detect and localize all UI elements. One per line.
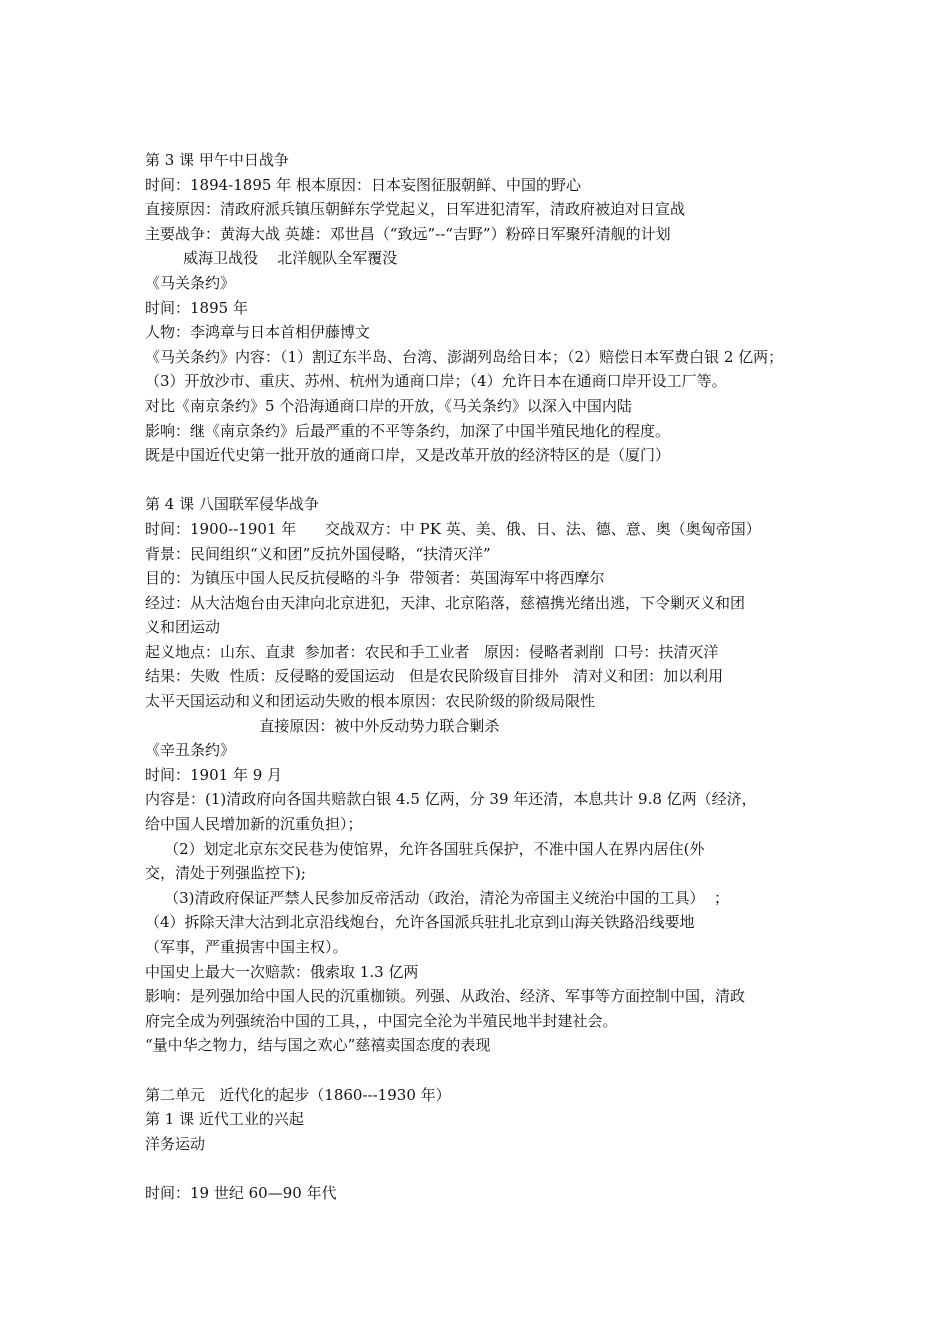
- blank-line: [145, 468, 825, 493]
- text-line: 主要战争：黄海大战 英雄：邓世昌（“致远”--“吉野”）粉碎日军聚歼清舰的计划: [145, 224, 671, 243]
- text-line: 太平天国运动和义和团运动失败的根本原因：农民阶级的阶级局限性: [145, 692, 596, 711]
- text-line: 时间：1900--1901 年 交战双方：中 PK 英、美、俄、日、法、德、意、奥（奥匈帝国）: [145, 519, 761, 538]
- section-heading: 洋务运动: [145, 1134, 206, 1153]
- lesson-3-heading: 第 3 课 甲午中日战争: [145, 151, 289, 169]
- text-line: 直接原因：被中外反动势力联合剿杀: [145, 716, 500, 735]
- text-line: 起义地点：山东、直隶 参加者：农民和手工业者 原因：侵略者剥削 口号：扶清灭洋: [145, 642, 719, 661]
- text-line: 中国史上最大一次赔款：俄索取 1.3 亿两: [145, 962, 419, 981]
- text-line: 影响：继《南京条约》后最严重的不平等条约，加深了中国半殖民地化的程度。: [145, 421, 671, 440]
- text-line: 目的：为镇压中国人民反抗侵略的斗争 带领者：英国海军中将西摩尔: [145, 569, 605, 588]
- document-body: [145, 148, 825, 1206]
- text-line: 给中国人民增加新的沉重负担）；: [145, 815, 363, 834]
- text-line: 时间：19 世纪 60—90 年代: [145, 1183, 337, 1202]
- text-line: 对比《南京条约》5 个沿海通商口岸的开放，《马关条约》以深入中国内陆: [145, 396, 632, 415]
- text-line: 交，清处于列强监控下);: [145, 864, 306, 883]
- text-line: （3)清政府保证严禁人民参加反帝活动（政治，清沦为帝国主义统治中国的工具） ；: [145, 888, 730, 907]
- text-line: （2）划定北京东交民巷为使馆界，允许各国驻兵保护，不准中国人在界内居住(外: [145, 839, 705, 858]
- text-line: （4）拆除天津大沽到北京沿线炮台，允许各国派兵驻扎北京到山海关铁路沿线要地: [145, 913, 695, 932]
- text-line: （军事，严重损害中国主权）。: [145, 938, 348, 956]
- text-line: 义和团运动: [145, 618, 221, 637]
- text-line: （3）开放沙市、重庆、苏州、杭州为通商口岸；（4）允许日本在通商口岸开设工厂等。: [145, 372, 727, 391]
- text-line: 时间：1901 年 9 月: [145, 765, 283, 784]
- text-line: 既是中国近代史第一批开放的通商口岸，又是改革开放的经济特区的是（厦门）: [145, 446, 671, 465]
- lesson-4-heading: 第 4 课 八国联军侵华战争: [145, 495, 319, 514]
- unit-2-heading: 第二单元 近代化的起步（1860---1930 年）: [145, 1085, 451, 1104]
- text-line: 经过：从大沽炮台由天津向北京进犯，天津、北京陷落，慈禧携光绪出逃，下令剿灭义和团: [145, 593, 746, 612]
- text-line: “量中华之物力，结与国之欢心”慈禧卖国态度的表现: [145, 1036, 491, 1055]
- text-line: 人物：李鸿章与日本首相伊藤博文: [145, 323, 371, 342]
- text-line: 时间：1895 年: [145, 298, 248, 317]
- text-line: 时间：1894-1895 年 根本原因：日本妄图征服朝鲜、中国的野心: [145, 175, 581, 194]
- text-line: 结果：失败 性质：反侵略的爱国运动 但是农民阶级盲目排外 清对义和团：加以利用: [145, 667, 724, 686]
- section-heading: 《马关条约》: [145, 273, 236, 292]
- text-line: 背景：民间组织“义和团”反抗外国侵略，“扶清灭洋”: [145, 544, 491, 563]
- blank-line: [145, 1156, 825, 1181]
- blank-line: [145, 1058, 825, 1083]
- lesson-1-heading: 第 1 课 近代工业的兴起: [145, 1110, 304, 1129]
- text-line: 影响：是列强加给中国人民的沉重枷锁。列强、从政治、经济、军事等方面控制中国，清政: [145, 987, 746, 1006]
- text-line: 威海卫战役 北洋舰队全军覆没: [145, 249, 398, 268]
- section-heading: 《辛丑条约》: [145, 741, 236, 760]
- text-line: 直接原因：清政府派兵镇压朝鲜东学党起义，日军进犯清军，清政府被迫对日宣战: [145, 200, 686, 219]
- text-line: 《马关条约》内容：（1）割辽东半岛、台湾、澎湖列岛给日本；（2）赔偿日本军费白银 2 亿两；: [145, 347, 784, 366]
- text-line: 府完全成为列强统治中国的工具，，中国完全沦为半殖民地半封建社会。: [145, 1011, 618, 1030]
- text-line: 内容是：(1)清政府向各国共赔款白银 4.5 亿两，分 39 年还清，本息共计 9.8 亿两（经济，: [145, 790, 757, 809]
